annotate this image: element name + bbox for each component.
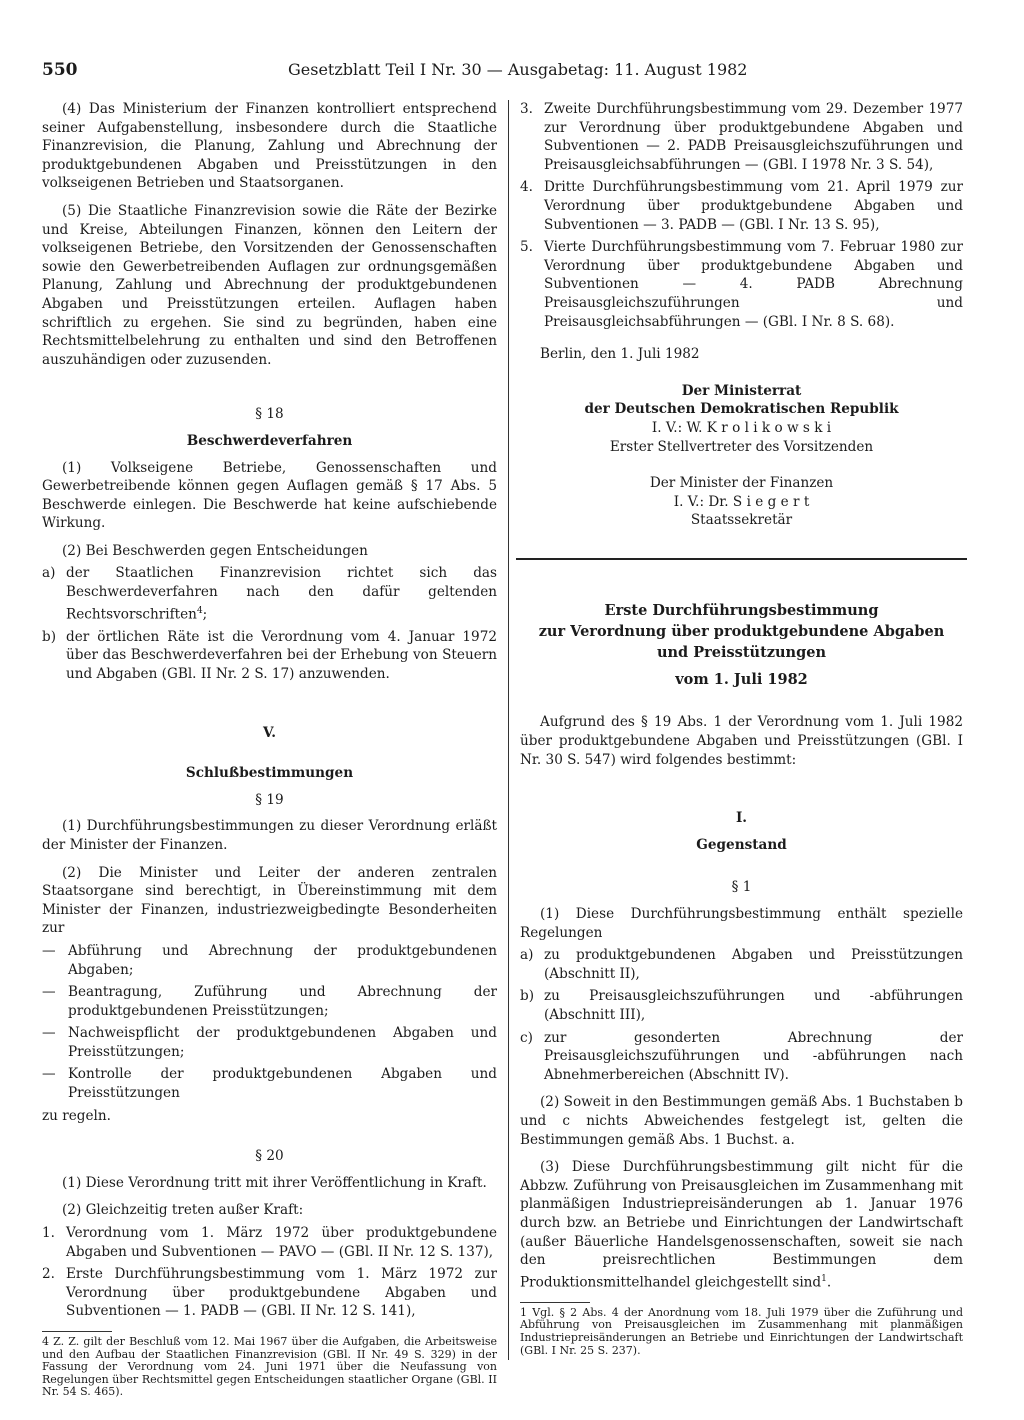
part-5-number: V. — [263, 724, 276, 741]
list-marker: 3. — [520, 101, 533, 117]
page-number: 550 — [42, 60, 78, 80]
list-marker: a) — [42, 565, 56, 582]
footnote-ref: 4 — [196, 605, 203, 616]
paragraph-1-3 — [520, 1158, 963, 1292]
footnote-rule — [520, 1302, 590, 1303]
list-marker: 4. — [520, 179, 533, 196]
list-text: zu Preisausgleichszuführungen und -abführungen (Abschnitt III), — [544, 988, 963, 1023]
footnote-4: 4 Z. Z. gilt der Beschluß vom 12. Mai 1967 über die Aufgaben, die Arbeitsweise und den Aufbau der Staatlichen Finanzrevision (GBl. II Nr. 49 S. 329) in der Fassung der Verordnung vom 24. Juni 1971 über die Neufassung von Regelungen über Rechtsmittel gegen Entscheidungen staatlicher Organe (GBl. II Nr. 54 S. 465). — [42, 1335, 497, 1399]
section-separator — [516, 558, 967, 560]
list-item — [42, 942, 497, 979]
paragraph-1-1: (1) Diese Durchführungsbestimmung enthält spezielle Regelungen — [520, 906, 963, 941]
paragraph-18-1: (1) Volkseigene Betriebe, Genossenschaften und Gewerbetreibende können gegen Auflagen gemäß § 17 Abs. 5 Beschwerde einlegen. Die Beschwerde hat keine aufschiebende Wirkung. — [42, 459, 497, 532]
list-item — [42, 1265, 497, 1321]
list-marker: — — [42, 1025, 56, 1042]
paragraph-20-2: (2) Gleichzeitig treten außer Kraft: — [62, 1202, 304, 1219]
document-date: vom 1. Juli 1982 — [675, 670, 808, 688]
list-item — [520, 1029, 963, 1085]
signature-minister — [520, 474, 963, 530]
column-divider — [508, 100, 509, 1360]
list-text: Abführung und Abrechnung der produktgebundenen Abgaben; — [68, 942, 497, 978]
list-item — [42, 628, 497, 684]
list-item — [520, 946, 963, 983]
list-item — [520, 238, 963, 331]
list-text: zu produktgebundenen Abgaben und Preisstützungen (Abschnitt II), — [544, 947, 963, 982]
list-item — [520, 987, 963, 1024]
list-marker: — — [42, 984, 56, 1001]
list-text — [66, 564, 497, 623]
document-title: Erste Durchführungsbestimmung — [604, 601, 879, 619]
left-column — [42, 100, 497, 1400]
right-column — [520, 100, 963, 1400]
list-text: Vierte Durchführungsbestimmung vom 7. Februar 1980 zur Verordnung über produktgebundene Abgaben und Subventionen — 4. PADB Abrechnung Preisausgleichszuführungen und Preisausgleichsabführungen — (GBl. I Nr. 8 S. 68). — [544, 239, 963, 330]
paragraph-19-end: zu regeln. — [42, 1107, 111, 1124]
paragraph-18-2: (2) Bei Beschwerden gegen Entscheidungen — [62, 542, 368, 559]
section-19-number: § 19 — [255, 791, 284, 808]
list-marker: — — [42, 1066, 56, 1083]
section-20-number: § 20 — [255, 1148, 284, 1165]
list-marker: b) — [42, 628, 57, 645]
list-text: Erste Durchführungsbestimmung vom 1. März 1972 zur Verordnung über produktgebundene Abgaben und Subventionen — 1. PADB — (GBl. II Nr. 12 S. 141), — [66, 1266, 497, 1320]
dash-list — [42, 942, 497, 1103]
section-18-number: § 18 — [255, 406, 284, 423]
signature-line: Der Ministerrat — [681, 382, 802, 399]
list-text: der örtlichen Räte ist die Verordnung vom 4. Januar 1972 über das Beschwerdeverfahren bei der Erhebung von Steuern und Abgaben (GBl. II Nr. 2 S. 17) anzuwenden. — [66, 628, 497, 682]
signature-line: I. V.: Dr. S i e g e r t — [673, 493, 810, 510]
list-item — [42, 983, 497, 1020]
paragraph-20-1: (1) Diese Verordnung tritt mit ihrer Veröffentlichung in Kraft. — [62, 1174, 487, 1191]
part-1-title: Gegenstand — [696, 836, 787, 853]
list-marker: a) — [520, 947, 534, 964]
list-text: Verordnung vom 1. März 1972 über produktgebundene Abgaben und Subventionen — PAVO — (GBl. II Nr. 12 S. 137), — [66, 1225, 497, 1260]
list-text: Kontrolle der produktgebundenen Abgaben und Preisstützungen — [68, 1066, 497, 1102]
list-marker: c) — [520, 1029, 533, 1046]
place-date: Berlin, den 1. Juli 1982 — [540, 346, 700, 363]
part-1-number: I. — [735, 810, 748, 827]
signature-line: Erster Stellvertreter des Vorsitzenden — [609, 438, 874, 455]
signature-council — [520, 382, 963, 456]
list-text-end: ; — [202, 606, 208, 623]
gazette-header: Gesetzblatt Teil I Nr. 30 — Ausgabetag: 11. August 1982 — [288, 60, 748, 79]
footnote-1: 1 Vgl. § 2 Abs. 4 der Anordnung vom 18. Juli 1979 über die Zuführung und Abführung von Preisausgleichen im Zusammenhang mit planmäßigen Industriepreisänderungen an Betriebe und Einrichtungen der Landwirtschaft (GBl. I Nr. 25 S. 237). — [520, 1305, 963, 1357]
section-1-number: § 1 — [731, 879, 752, 896]
signature-line: der Deutschen Demokratischen Republik — [584, 401, 899, 418]
paragraph-19-1: (1) Durchführungsbestimmungen zu dieser Verordnung erläßt der Minister der Finanzen. — [42, 818, 497, 853]
list-text: zur gesonderten Abrechnung der Preisausgleichszuführungen und -abführungen nach Abnehmerbereichen (Abschnitt IV). — [544, 1029, 963, 1083]
list-marker: b) — [520, 988, 535, 1005]
footnote-rule — [42, 1331, 112, 1332]
signature-line: I. V.: W. K r o l i k o w s k i — [651, 419, 832, 436]
list-marker: — — [42, 942, 56, 959]
list-marker: 1. — [42, 1225, 55, 1242]
document-title: zur Verordnung über produktgebundene Abgaben — [538, 622, 945, 640]
paragraph-17-4: (4) Das Ministerium der Finanzen kontrolliert entsprechend seiner Aufgabenstellung, insbesondere durch die Staatliche Finanzrevision, die Planung, Zahlung und Abrechnung der produktgebundenen Abgaben und Preisstützungen in den volkseigenen Betrieben und Staatsorganen. — [42, 101, 497, 192]
section-18-title: Beschwerdeverfahren — [186, 432, 353, 449]
footnote-ref: 1 — [821, 1273, 827, 1284]
signature-line: Staatssekretär — [690, 512, 793, 529]
document-title: und Preisstützungen — [656, 643, 827, 661]
list-text: Dritte Durchführungsbestimmung vom 21. April 1979 zur Verordnung über produktgebundene Abgaben und Subventionen — 3. PADB — (GBl. I Nr. 13 S. 95), — [544, 179, 963, 233]
list-item — [520, 100, 963, 174]
list-text: Nachweispflicht der produktgebundenen Abgaben und Preisstützungen; — [68, 1025, 497, 1060]
paragraph-17-5: (5) Die Staatliche Finanzrevision sowie die Räte der Bezirke und Kreise, Abteilungen Finanzen, können den Leitern der volkseigenen Betriebe, den Vorsitzenden der Genossenschaften sowie den Gewerbetreibenden Auflagen zur ordnungsgemäßen Planung, Zahlung und Abrechnung der produktgebundenen Abgaben und Preisstützungen erteilen. Auflagen haben schriftlich zu ergehen. Sie sind zu begründen, haben eine Rechtsmittelbelehrung zu enthalten und sind den Betroffenen auszuhändigen oder zuzusenden. — [42, 202, 497, 368]
paragraph-1-2: (2) Soweit in den Bestimmungen gemäß Abs. 1 Buchstaben b und c nichts Abweichendes festgelegt ist, gelten die Bestimmungen gemäß Abs. 1 Buchst. a. — [520, 1094, 963, 1148]
list-item — [42, 1024, 497, 1061]
paragraph-1-3-end: . — [826, 1274, 832, 1291]
list-item — [42, 1224, 497, 1261]
list-text-body: der Staatlichen Finanzrevision richtet sich das Beschwerdeverfahren nach den dafür geltenden Rechtsvorschriften — [66, 565, 497, 623]
list-text: Beantragung, Zuführung und Abrechnung der produktgebundenen Preisstützungen; — [68, 984, 497, 1019]
list-item — [42, 1065, 497, 1102]
paragraph-19-2: (2) Die Minister und Leiter der anderen zentralen Staatsorgane sind berechtigt, in Übereinstimmung mit dem Minister der Finanzen, industriezweigbedingte Besonderheiten zur — [42, 864, 497, 937]
signature-line: Der Minister der Finanzen — [649, 475, 834, 492]
intro-paragraph: Aufgrund des § 19 Abs. 1 der Verordnung vom 1. Juli 1982 über produktgebundene Abgaben und Preisstützungen (GBl. I Nr. 30 S. 547) wird folgendes bestimmt: — [520, 714, 963, 768]
list-item — [520, 178, 963, 234]
list-marker: 2. — [42, 1266, 55, 1283]
part-5-title: Schlußbestimmungen — [185, 765, 354, 782]
paragraph-1-3-body: (3) Diese Durchführungsbestimmung gilt nicht für die Abbzw. Zuführung von Preisausgleichen im Zusammenhang mit planmäßigen Industriepreisänderungen ab 1. Januar 1976 durch bzw. an Betriebe und Einrichtungen der Landwirtschaft (außer Bäuerliche Handelsgenossenschaften, soweit sie nach den preisrechtlichen Bestimmungen dem Produktionsmittelhandel gleichgestellt sind — [520, 1159, 963, 1291]
list-marker: 5. — [520, 239, 533, 256]
list-text: Zweite Durchführungsbestimmung vom 29. Dezember 1977 zur Verordnung über produktgebundene Abgaben und Subventionen — 2. PADB Preisausgleichszuführungen und Preisausgleichsabführungen — (GBl. I 1978 Nr. 3 S. 54), — [544, 101, 963, 173]
list-item — [42, 564, 497, 623]
